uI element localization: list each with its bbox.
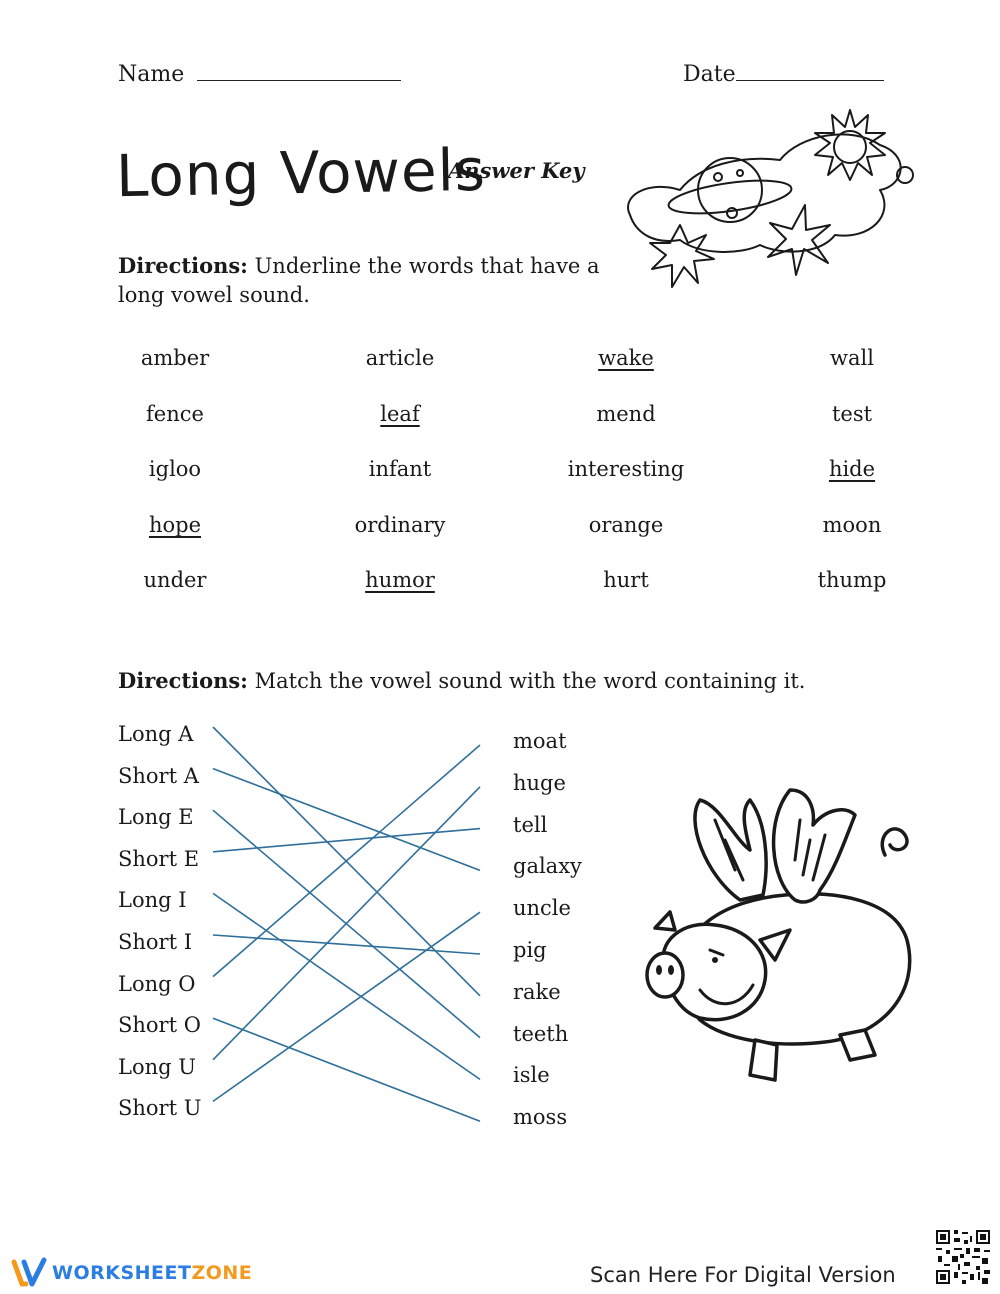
word-item[interactable]: hurt [603,568,649,592]
word-item[interactable]: hope [148,513,202,537]
match-line [213,912,480,1101]
directions-text: Match the vowel sound with the word containing it. [247,669,806,693]
vowel-sound-item[interactable]: Long O [118,971,196,996]
match-word-item[interactable]: rake [513,979,561,1004]
date-label: Date [683,62,736,87]
page-title: Long Vowels [115,135,487,211]
match-word-item[interactable]: teeth [513,1021,569,1046]
word-item[interactable]: mend [596,402,656,426]
match-line [213,893,480,1079]
word-item[interactable]: wall [830,346,874,370]
match-word-item[interactable]: uncle [513,896,571,921]
word-item[interactable]: leaf [380,402,420,426]
word-item[interactable]: ordinary [354,513,446,537]
directions-label: Directions: [118,253,248,278]
match-line [213,769,480,871]
word-item[interactable]: interesting [567,457,685,481]
word-item[interactable]: fence [146,402,204,426]
word-item[interactable]: infant [368,457,432,481]
word-item[interactable]: test [831,402,873,426]
vowel-sound-item[interactable]: Short I [118,930,193,954]
match-line [213,745,480,977]
vowel-sound-item[interactable]: Long U [118,1054,196,1079]
match-word-item[interactable]: huge [513,770,566,795]
answer-key-label: Answer Key [448,158,585,183]
flying-pig-illustration [645,780,925,1090]
word-item[interactable]: article [365,346,435,370]
vowel-sound-item[interactable]: Long I [118,888,187,913]
word-item[interactable]: moon [822,513,882,537]
worksheet-zone-logo-icon [12,1258,48,1288]
word-item[interactable]: wake [598,346,654,370]
word-item[interactable]: amber [140,346,210,370]
match-word-item[interactable]: galaxy [513,854,582,879]
word-item[interactable]: humor [365,568,435,592]
match-line [213,1018,480,1121]
vowel-sound-item[interactable]: Short E [118,846,200,871]
scan-caption: Scan Here For Digital Version [590,1263,896,1287]
directions-text: Underline the words that have a long vowel sound. [118,254,600,307]
word-item[interactable]: igloo [148,457,202,481]
word-item[interactable]: hide [828,457,876,481]
vowel-sound-item[interactable]: Long E [118,805,194,830]
match-word-item[interactable]: tell [513,812,548,837]
vowel-sound-item[interactable]: Short A [118,763,199,788]
vowel-sound-item[interactable]: Short U [118,1096,202,1121]
match-word-item[interactable]: moat [513,729,567,753]
brand-name: WORKSHEETZONE [52,1262,253,1284]
word-item[interactable]: orange [588,513,664,537]
match-line [213,935,480,954]
match-line [213,829,480,852]
directions-label: Directions: [118,668,248,693]
match-word-item[interactable]: isle [513,1063,550,1088]
vowel-sound-item[interactable]: Short O [118,1013,201,1038]
name-label: Name [118,62,185,87]
word-item[interactable]: under [143,568,207,592]
match-word-item[interactable]: pig [513,938,547,962]
qr-code-icon[interactable] [934,1228,992,1286]
match-line [213,787,480,1060]
word-item[interactable]: thump [817,568,887,592]
vowel-sound-item[interactable]: Long A [118,722,194,746]
match-word-item[interactable]: moss [513,1105,568,1130]
brand-logo[interactable] [12,1258,252,1288]
